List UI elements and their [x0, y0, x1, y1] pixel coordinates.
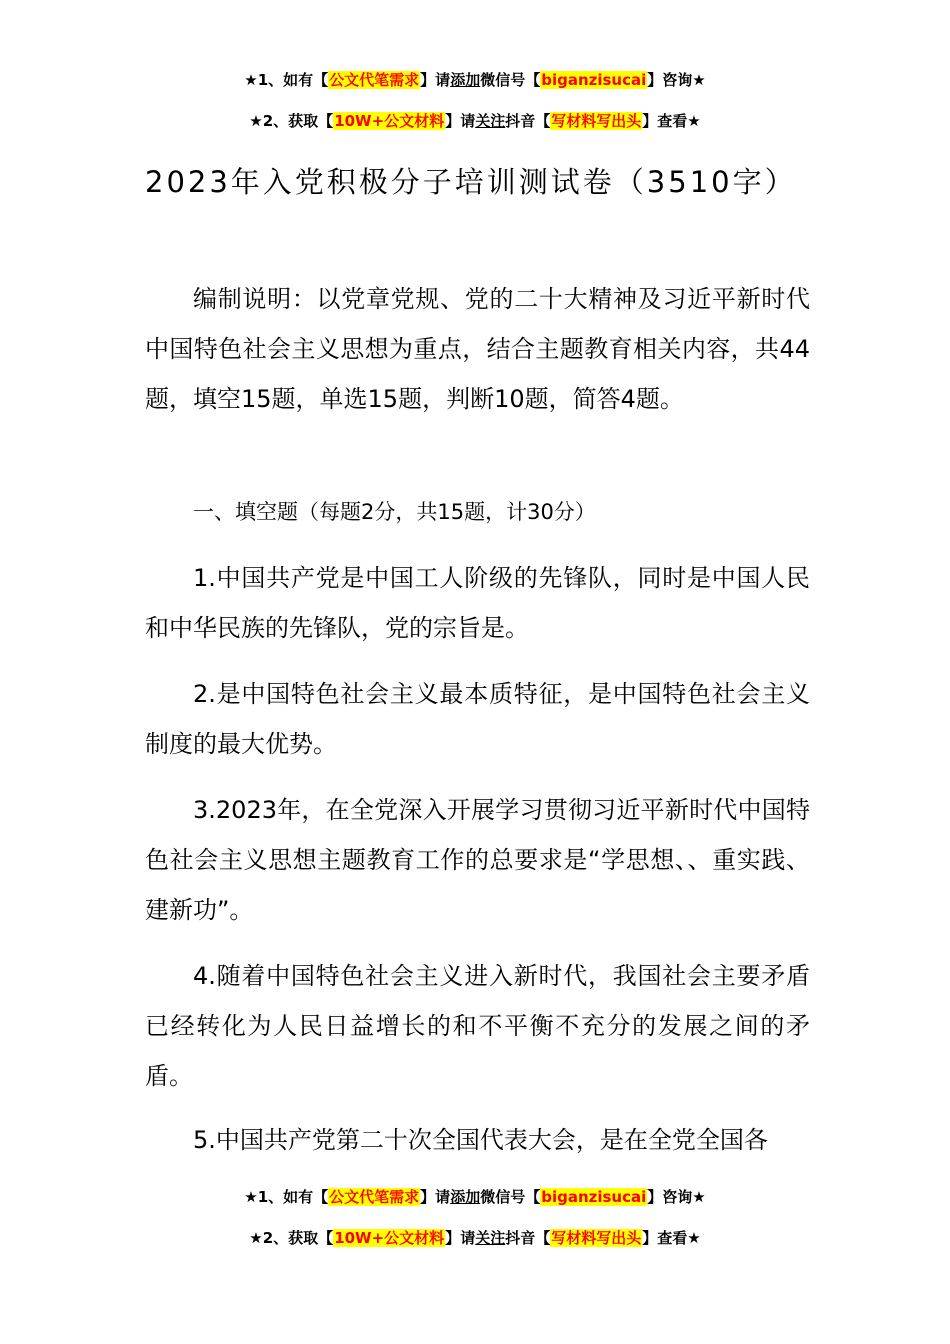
question-4: 4.随着中国特色社会主义进入新时代，我国社会主要矛盾已经转化为人民日益增长的和不平衡不充分的发展之间的矛盾。 [145, 962, 810, 1090]
promo-highlight: 10W+公文材料 [334, 112, 445, 130]
promo-text: ★1、如有【 [244, 71, 329, 89]
promo-text: 微信号【 [480, 71, 541, 89]
question-3: 3.2023年，在全党深入开展学习贯彻习近平新时代中国特色社会主义思想主题教育工作的总要求是“学思想、、重实践、建新功”。 [145, 796, 810, 924]
promo-text: 】查看★ [642, 112, 701, 130]
question-1: 1.中国共产党是中国工人阶级的先锋队，同时是中国人民和中华民族的先锋队，党的宗旨是。 [145, 564, 810, 642]
promo-text: 】咨询★ [647, 71, 706, 89]
promo-douyin-id: 写材料写出头 [551, 1229, 642, 1247]
top-promo-line-1 [0, 60, 950, 100]
promo-text: ★2、获取【 [249, 112, 334, 130]
promo-text: 微信号【 [480, 1188, 541, 1206]
promo-text: 】请 [420, 71, 451, 89]
promo-text: 抖音【 [505, 112, 551, 130]
promo-underlined: 关注 [475, 112, 506, 130]
promo-highlight: 公文代笔需求 [329, 71, 420, 89]
bottom-promo-line-2 [0, 1218, 950, 1258]
promo-text: 】咨询★ [647, 1188, 706, 1206]
promo-text: 】查看★ [642, 1229, 701, 1247]
promo-text: ★2、获取【 [249, 1229, 334, 1247]
promo-wechat-id: biganzisucai [541, 71, 647, 89]
promo-text: ★1、如有【 [244, 1188, 329, 1206]
bottom-promo-line-1 [0, 1177, 950, 1217]
top-promo-line-2 [0, 101, 950, 141]
promo-underlined: 关注 [475, 1229, 506, 1247]
promo-text: 】请 [445, 112, 476, 130]
promo-text: 】请 [445, 1229, 476, 1247]
promo-douyin-id: 写材料写出头 [551, 112, 642, 130]
promo-underlined: 添加 [450, 1188, 481, 1206]
section-heading: 一、填空题（每题2分，共15题，计30分） [193, 500, 596, 524]
question-2: 2.是中国特色社会主义最本质特征，是中国特色社会主义制度的最大优势。 [145, 680, 810, 758]
promo-wechat-id: biganzisucai [541, 1188, 647, 1206]
intro-paragraph: 编制说明：以党章党规、党的二十大精神及习近平新时代中国特色社会主义思想为重点，结合主题教育相关内容，共44题，填空15题，单选15题，判断10题，简答4题。 [145, 285, 810, 413]
question-5: 5.中国共产党第二十次全国代表大会，是在全党全国各 [193, 1126, 768, 1154]
promo-highlight: 10W+公文材料 [334, 1229, 445, 1247]
promo-text: 】请 [420, 1188, 451, 1206]
promo-highlight: 公文代笔需求 [329, 1188, 420, 1206]
promo-text: 抖音【 [505, 1229, 551, 1247]
promo-underlined: 添加 [450, 71, 481, 89]
document-title: 2023年入党积极分子培训测试卷（3510字） [145, 165, 797, 199]
